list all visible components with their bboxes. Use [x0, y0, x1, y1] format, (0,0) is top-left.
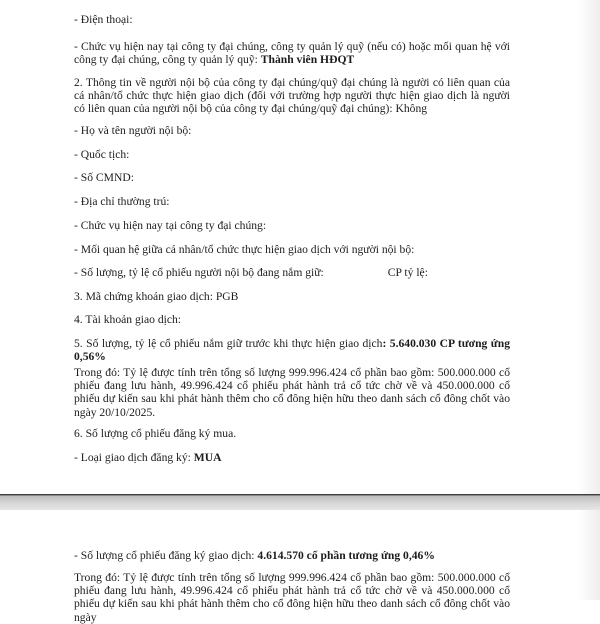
- insider-shares-line: [74, 266, 510, 279]
- note-2: Trong đó: Tỷ lệ được tính trên tổng số lượng 999.996.424 cổ phần bao gồm: 500.000.000 cổ phiếu đang lưu hành, 49.996.424 cổ phiếu phát hành trả cổ tức chờ về và 450.000.000 cổ phiếu dự kiến sau khi phát hành thêm cho cổ đông hiện hữu theo danh sách cổ đông chốt vào ngày: [74, 571, 510, 624]
- section-2: 2. Thông tin về người nội bộ của công ty đại chúng/quỹ đại chúng là người có liên quan của cá nhân/tổ chức thực hiện giao dịch (đối với trường hợp người thực hiện giao dịch là người có liên quan của người nội bộ của công ty đại chúng/quỹ đại chúng): Không: [74, 76, 510, 116]
- page-break: [0, 494, 600, 510]
- relationship-line: - Mối quan hệ giữa cá nhân/tổ chức thực hiện giao dịch với người nội bộ:: [74, 243, 415, 256]
- trade-type-label: - Loại giao dịch đăng ký:: [74, 451, 194, 464]
- insider-position-line: - Chức vụ hiện nay tại công ty đại chúng:: [74, 219, 267, 232]
- insider-shares-label: - Số lượng, tỷ lệ cổ phiếu người nội bộ đang nắm giữ:: [74, 266, 324, 279]
- page-edge-shadow: [578, 0, 600, 494]
- section-5-label: 5. Số lượng, tỷ lệ cổ phiếu nắm giữ trước khi thực hiện giao dịch: [74, 337, 383, 350]
- trade-type-line: [74, 451, 510, 464]
- registered-shares-value: 4.614.570 cổ phần tương ứng 0,46%: [257, 549, 435, 562]
- page-edge-shadow: [578, 510, 600, 600]
- registered-shares-label: - Số lượng cổ phiếu đăng ký giao dịch:: [74, 549, 258, 562]
- insider-ratio-label: CP tỷ lệ:: [387, 266, 428, 279]
- section-6: 6. Số lượng cổ phiếu đăng ký mua.: [74, 427, 237, 440]
- position-label: - Chức vụ hiện nay tại công ty đại chúng, công ty quản lý quỹ (nếu có) hoặc mối quan hệ với công ty đại chúng, công ty quản lý quỹ:: [74, 40, 510, 67]
- note-1: Trong đó: Tỷ lệ được tính trên tổng số lượng 999.996.424 cổ phần bao gồm: 500.000.000 cổ phiếu đang lưu hành, 49.996.424 cổ phiếu phát hành trả cổ tức chờ về và 450.000.000 cổ phiếu dự kiến sau khi phát hành thêm cho cổ đông hiện hữu theo danh sách cổ đông chốt vào ngày 20/10/2025.: [74, 366, 510, 419]
- position-value: Thành viên HĐQT: [260, 53, 355, 67]
- registered-shares-line: [74, 549, 510, 562]
- id-number-line: - Số CMND:: [74, 171, 134, 184]
- trade-type-value: MUA: [193, 451, 222, 464]
- section-5: [74, 337, 510, 363]
- nationality-line: - Quốc tịch:: [74, 148, 130, 161]
- insider-name-line: - Họ và tên người nội bộ:: [74, 124, 192, 137]
- address-line: - Địa chỉ thường trú:: [74, 195, 170, 208]
- document-page-2: [0, 510, 600, 624]
- position-line: [74, 40, 510, 66]
- section-5-value: : 5.640.030 CP tương ứng 0,56%: [74, 337, 510, 364]
- section-4: 4. Tài khoản giao dịch:: [74, 313, 182, 326]
- phone-line: - Điện thoại:: [74, 13, 133, 26]
- section-3: 3. Mã chứng khoán giao dịch: PGB: [74, 290, 239, 303]
